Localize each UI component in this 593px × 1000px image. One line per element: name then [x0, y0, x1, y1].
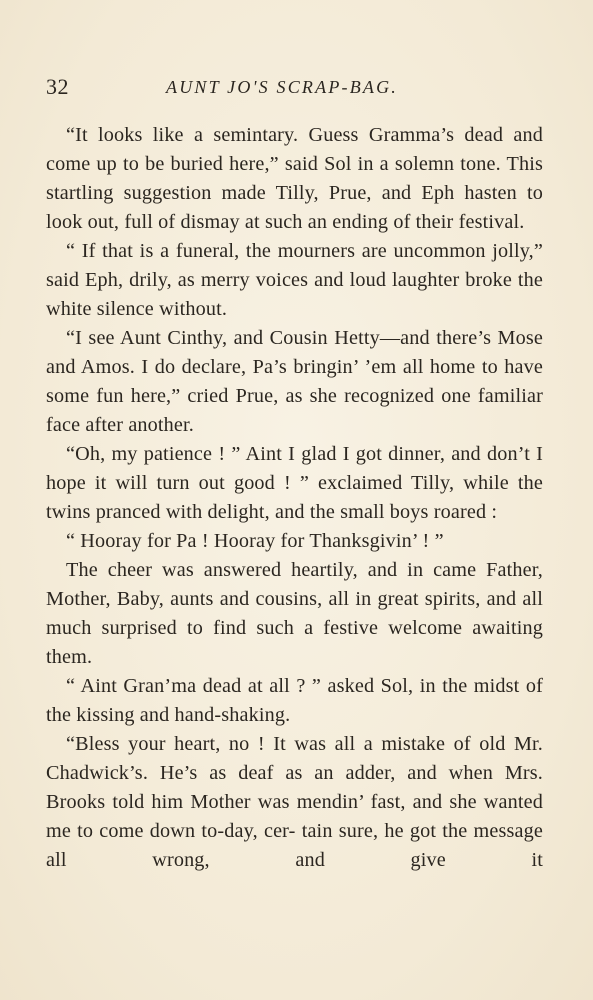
- running-head: AUNT JO'S SCRAP-BAG.: [166, 77, 398, 97]
- paragraph: “ Aint Gran’ma dead at all ? ” asked Sol, in the midst of the kissing and hand-shaking.: [46, 675, 543, 726]
- paragraph: “ If that is a funeral, the mourners are uncommon jolly,” said Eph, drily, as merry voices and loud laughter broke the white silence without.: [46, 240, 543, 320]
- paragraph: “ Hooray for Pa ! Hooray for Thanksgivin’ ! ”: [66, 530, 444, 552]
- paragraph: “Bless your heart, no ! It was all a mistake of old Mr. Chadwick’s. He’s as deaf as an adder, and when Mrs. Brooks told him Mother was mendin’ fast, and she wanted me to come down to-day, cer- tain sure, he got the message all wrong, and give it: [46, 733, 543, 871]
- page-header: [46, 72, 543, 102]
- page-number: 32: [46, 74, 69, 99]
- paragraph: “I see Aunt Cinthy, and Cousin Hetty—and there’s Mose and Amos. I do declare, Pa’s bringin’ ’em all home to have some fun here,” cried Prue, as she recognized one familiar face after another.: [46, 327, 543, 436]
- body-text: [46, 121, 543, 875]
- paragraph: “Oh, my patience ! ” Aint I glad I got dinner, and don’t I hope it will turn out good ! ” exclaimed Tilly, while the twins pranced with delight, and the small boys roared :: [46, 443, 543, 523]
- paragraph: The cheer was answered heartily, and in came Father, Mother, Baby, aunts and cousins, all in great spirits, and all much surprised to find such a festive welcome awaiting them.: [46, 559, 543, 668]
- paragraph: “It looks like a semintary. Guess Gramma’s dead and come up to be buried here,” said Sol in a solemn tone. This startling suggestion made Tilly, Prue, and Eph hasten to look out, full of dismay at such an ending of their festival.: [46, 124, 543, 233]
